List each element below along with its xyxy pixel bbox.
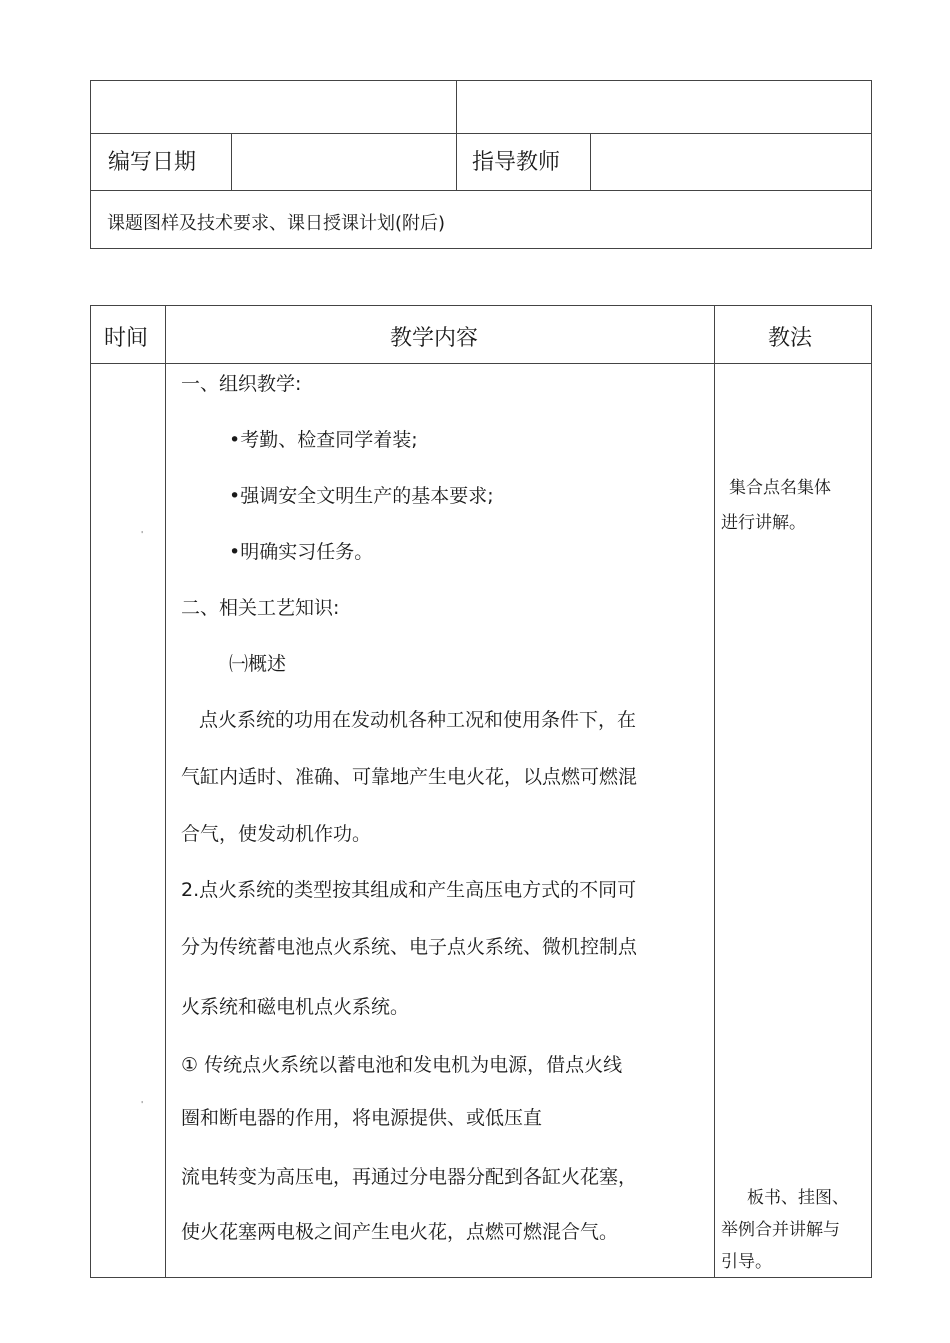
method-note-line: 引导。 bbox=[721, 1252, 772, 1272]
content-line: 一、组织教学: bbox=[181, 373, 302, 395]
attachment-note: 课题图样及技术要求、课日授课计划(附后) bbox=[107, 213, 446, 234]
content-line: ① 传统点火系统以蓄电池和发电机为电源，借点火线 bbox=[181, 1054, 623, 1076]
top-table-border-top bbox=[90, 80, 872, 81]
main-table-border-left bbox=[90, 305, 91, 1278]
header-content: 教学内容 bbox=[390, 326, 479, 351]
content-line: 使火花塞两电极之间产生电火花，点燃可燃混合气。 bbox=[181, 1221, 619, 1243]
main-table-border-header bbox=[90, 363, 872, 364]
main-table-border-time bbox=[165, 305, 166, 1278]
content-line: 气缸内适时、准确、可靠地产生电火花，以点燃可燃混 bbox=[181, 766, 638, 788]
date-label: 编写日期 bbox=[108, 150, 197, 175]
content-line: 2.点火系统的类型按其组成和产生高压电方式的不同可 bbox=[181, 879, 637, 901]
time-mark: ' bbox=[141, 1100, 144, 1109]
content-line: 火系统和磁电机点火系统。 bbox=[181, 996, 410, 1018]
method-note-line: 集合点名集体 bbox=[729, 478, 831, 498]
method-note-line: 举例合并讲解与 bbox=[721, 1220, 840, 1240]
top-table-border-left bbox=[90, 80, 91, 249]
main-table-border-top bbox=[90, 305, 872, 306]
content-line: •考勤、检查同学着装; bbox=[229, 429, 418, 451]
content-line: •明确实习任务。 bbox=[229, 541, 374, 563]
content-line: 合气，使发动机作功。 bbox=[181, 823, 372, 845]
content-line: 圈和断电器的作用，将电源提供、或低压直 bbox=[181, 1107, 543, 1129]
method-note-line: 进行讲解。 bbox=[721, 513, 806, 533]
content-line: 分为传统蓄电池点火系统、电子点火系统、微机控制点 bbox=[181, 936, 638, 958]
content-line: 流电转变为高压电，再通过分电器分配到各缸火花塞， bbox=[181, 1166, 638, 1188]
top-table-border-bottom bbox=[90, 248, 872, 249]
top-table-border-row2 bbox=[90, 190, 872, 191]
content-line: 二、相关工艺知识: bbox=[181, 597, 340, 619]
header-method: 教法 bbox=[768, 326, 813, 351]
main-table-border-bottom bbox=[90, 1277, 872, 1278]
top-table-border-teacher-value bbox=[590, 133, 591, 191]
top-table-border-right bbox=[871, 80, 872, 249]
content-line: 点火系统的功用在发动机各种工况和使用条件下，在 bbox=[199, 709, 637, 731]
method-note-line: 板书、挂图、 bbox=[747, 1188, 849, 1208]
content-line: •强调安全文明生产的基本要求; bbox=[229, 485, 494, 507]
content-line: ㈠概述 bbox=[229, 653, 287, 675]
header-time: 时间 bbox=[104, 326, 149, 351]
top-table-border-row1 bbox=[90, 133, 872, 134]
teacher-label: 指导教师 bbox=[472, 150, 561, 175]
main-table-border-content bbox=[714, 305, 715, 1278]
top-table-border-mid bbox=[456, 80, 457, 191]
top-table-border-date-value bbox=[231, 133, 232, 191]
main-table-border-right bbox=[871, 305, 872, 1278]
time-mark: ' bbox=[141, 530, 144, 539]
